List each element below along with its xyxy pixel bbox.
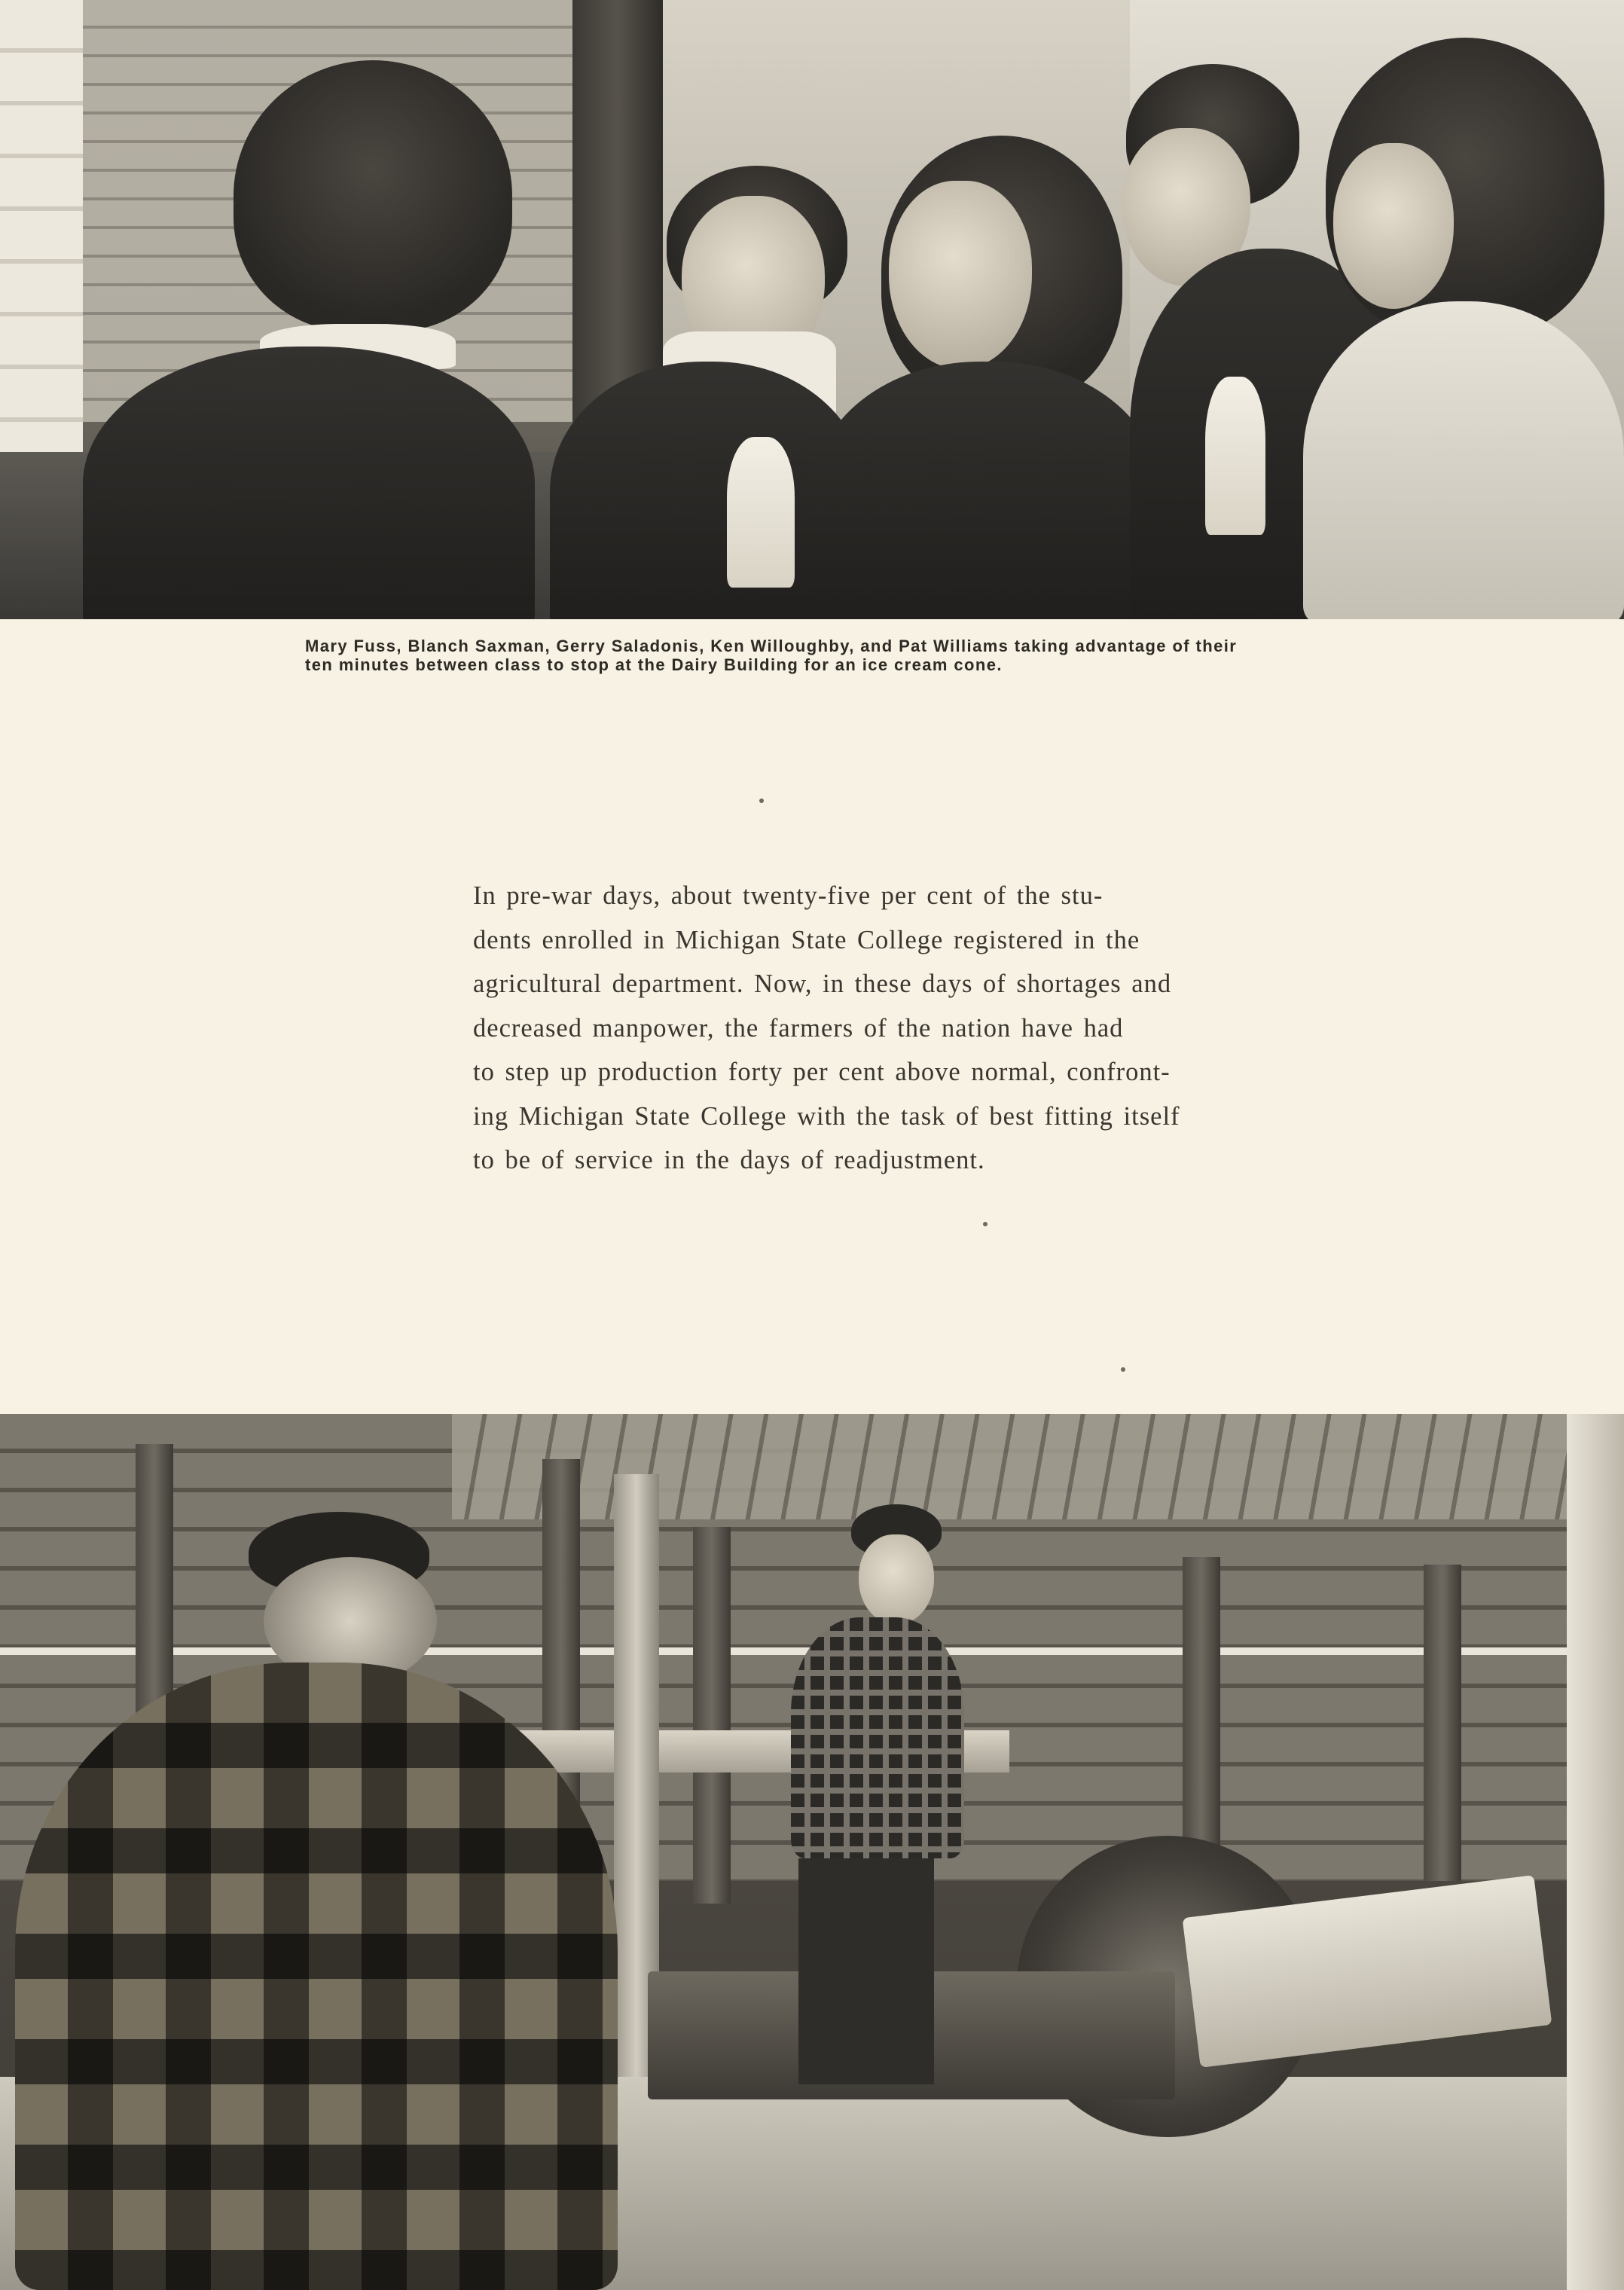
foreground-worker-plaid-coat xyxy=(15,1663,618,2290)
wall-post xyxy=(1424,1565,1461,1881)
body-line: decreased manpower, the farmers of the nation have had xyxy=(473,1013,1124,1043)
body-line: In pre-war days, about twenty-five per cent of the stu- xyxy=(473,881,1104,910)
right-post xyxy=(1567,1414,1624,2290)
doorframe xyxy=(572,0,663,422)
paper-speck xyxy=(1121,1367,1125,1372)
body-line: to be of service in the days of readjustment. xyxy=(473,1146,985,1174)
worker-plaid-jacket xyxy=(791,1617,964,1858)
figure-mary-fuss-hair xyxy=(234,60,512,331)
body-paragraph xyxy=(473,874,1287,1183)
figure-gerry-saladonis-face xyxy=(889,181,1032,369)
body-line: agricultural department. Now, in these days of shortages and xyxy=(473,969,1172,998)
ice-cream-cone xyxy=(727,437,795,588)
body-line: dents enrolled in Michigan State College registered in the xyxy=(473,925,1140,954)
figure-gerry-saladonis-body xyxy=(814,362,1160,619)
worker-face xyxy=(859,1534,934,1625)
worker-trousers xyxy=(798,1858,934,2084)
figure-pat-williams-body xyxy=(1303,301,1624,619)
figure-mary-fuss-body xyxy=(83,347,535,619)
caption-line-2: ten minutes between class to stop at the Dairy Building for an ice cream cone. xyxy=(305,655,1003,674)
ice-cream-cone xyxy=(1205,377,1265,535)
paper-speck xyxy=(983,1222,988,1226)
figure-pat-williams-face xyxy=(1333,143,1454,309)
body-line: ing Michigan State College with the task of best fitting itself xyxy=(473,1101,1180,1131)
photo-caption xyxy=(305,637,1412,674)
dairy-building-photo xyxy=(0,0,1624,619)
sawmill-photo xyxy=(0,1414,1624,2290)
caption-line-1: Mary Fuss, Blanch Saxman, Gerry Saladonis, Ken Willoughby, and Pat Williams taking advantage of their xyxy=(305,637,1238,655)
paper-speck xyxy=(759,798,764,803)
body-line: to step up production forty per cent above normal, confront- xyxy=(473,1058,1171,1086)
wall-post xyxy=(693,1527,731,1904)
